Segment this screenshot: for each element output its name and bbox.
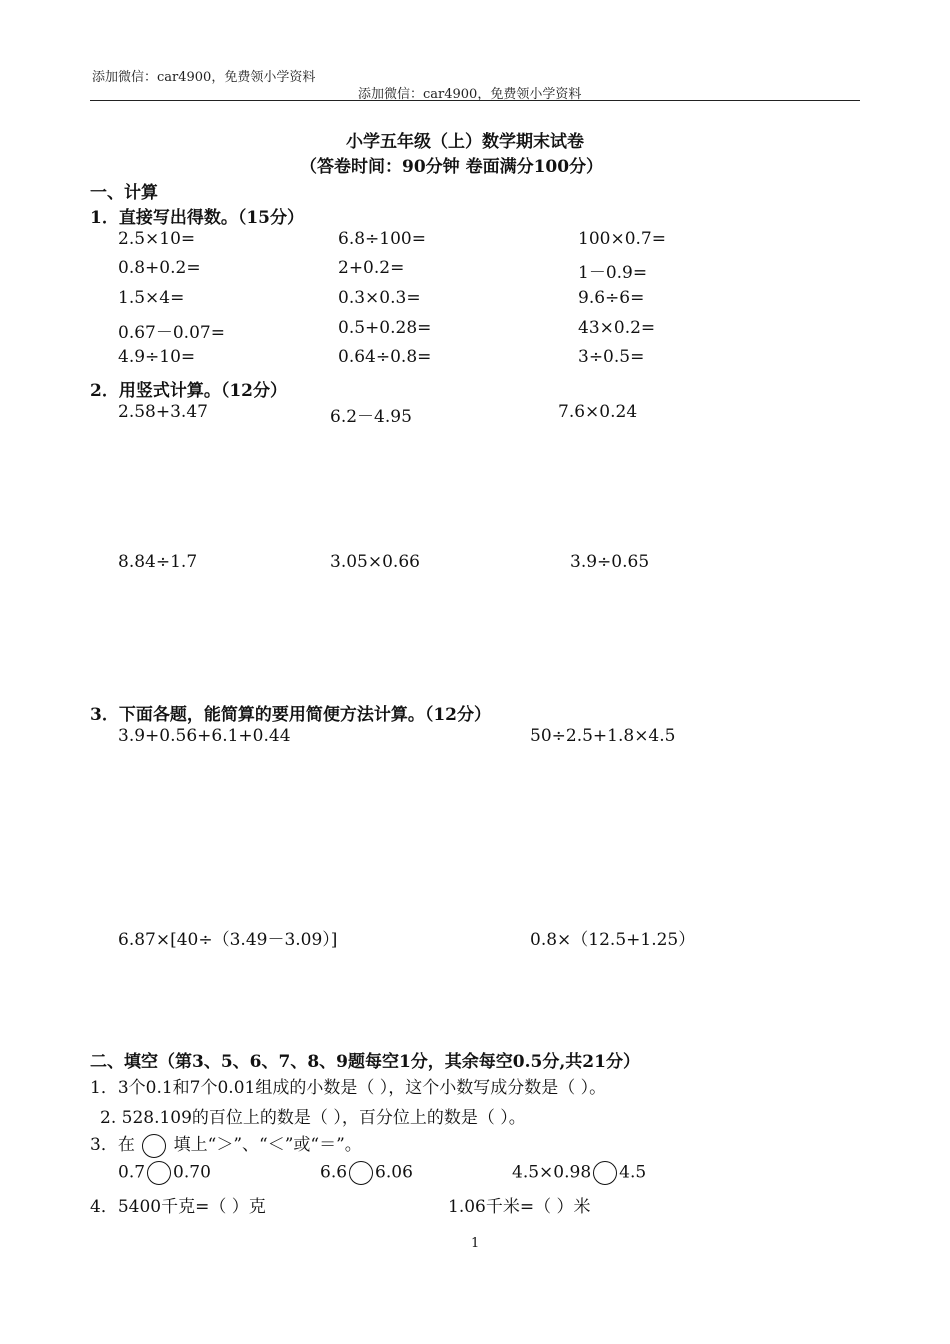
calc-item: 2+0.2= — [338, 258, 405, 278]
calc-item: 0.64÷0.8= — [338, 347, 432, 367]
compare-right: 6.06 — [375, 1162, 413, 1183]
compare-left: 0.7 — [118, 1162, 146, 1183]
simplify-item: 50÷2.5+1.8×4.5 — [530, 726, 676, 746]
watermark-text: 添加微信：car4900，免费领小学资料 — [358, 87, 582, 102]
vertical-calc-item: 6.2－4.95 — [330, 407, 412, 427]
fill-question: 4．5400千克=（ ）克 — [90, 1197, 266, 1217]
compare-item — [320, 1161, 413, 1185]
simplify-item: 6.87×[40÷（3.49－3.09）] — [118, 930, 338, 950]
page-number: 1 — [471, 1236, 480, 1251]
calc-item: 2.5×10= — [118, 229, 196, 249]
calc-item: 43×0.2= — [578, 318, 656, 338]
simplify-item: 0.8×（12.5+1.25） — [530, 930, 696, 950]
header-rule — [90, 100, 860, 101]
compare-item — [118, 1161, 211, 1185]
compare-suffix: 填上“＞”、“＜”或“＝”。 — [173, 1135, 362, 1155]
vertical-calc-item: 8.84÷1.7 — [118, 552, 198, 572]
compare-circle-icon — [142, 1134, 166, 1158]
calc-item: 0.8+0.2= — [118, 258, 201, 278]
calc-item: 9.6÷6= — [578, 288, 645, 308]
calc-item: 0.67－0.07= — [118, 323, 225, 343]
simplify-item: 3.9+0.56+6.1+0.44 — [118, 726, 291, 746]
compare-left: 4.5×0.98 — [512, 1162, 592, 1183]
page-title: 小学五年级（上）数学期末试卷 — [346, 132, 584, 152]
page-subtitle: （答卷时间：90分钟 卷面满分100分） — [300, 157, 604, 177]
fill-question: 1.06千米=（ ）米 — [448, 1197, 591, 1217]
calc-item: 0.5+0.28= — [338, 318, 432, 338]
vertical-calc-item: 2.58+3.47 — [118, 402, 208, 422]
calc-item: 6.8÷100= — [338, 229, 426, 249]
compare-circle-icon[interactable] — [593, 1161, 617, 1185]
calc-item: 0.3×0.3= — [338, 288, 421, 308]
compare-instruction — [90, 1130, 362, 1158]
vertical-calc-item: 7.6×0.24 — [558, 402, 638, 422]
compare-right: 4.5 — [619, 1162, 647, 1183]
compare-prefix: 3．在 — [90, 1135, 135, 1155]
calc-item: 100×0.7= — [578, 229, 666, 249]
calc-item: 1.5×4= — [118, 288, 185, 308]
question-label: 1．直接写出得数。（15分） — [90, 208, 304, 228]
section-heading: 二、填空（第3、5、6、7、8、9题每空1分，其余每空0.5分,共21分） — [90, 1052, 640, 1072]
compare-item — [512, 1161, 646, 1185]
calc-item: 1－0.9= — [578, 263, 648, 283]
question-label: 2．用竖式计算。（12分） — [90, 381, 287, 401]
compare-left: 6.6 — [320, 1162, 348, 1183]
vertical-calc-item: 3.05×0.66 — [330, 552, 420, 572]
section-heading: 一、计算 — [90, 183, 158, 203]
vertical-calc-item: 3.9÷0.65 — [570, 552, 650, 572]
calc-item: 3÷0.5= — [578, 347, 645, 367]
compare-right: 0.70 — [173, 1162, 211, 1183]
fill-question: 1．3个0.1和7个0.01组成的小数是（ ），这个小数写成分数是（ ）。 — [90, 1078, 607, 1098]
fill-question: 2. 528.109的百位上的数是（ ），百分位上的数是（ ）。 — [100, 1108, 526, 1128]
compare-circle-icon[interactable] — [349, 1161, 373, 1185]
question-label: 3．下面各题，能简算的要用简便方法计算。（12分） — [90, 705, 491, 725]
calc-item: 4.9÷10= — [118, 347, 196, 367]
compare-circle-icon[interactable] — [147, 1161, 171, 1185]
watermark-text: 添加微信：car4900，免费领小学资料 — [92, 70, 316, 85]
